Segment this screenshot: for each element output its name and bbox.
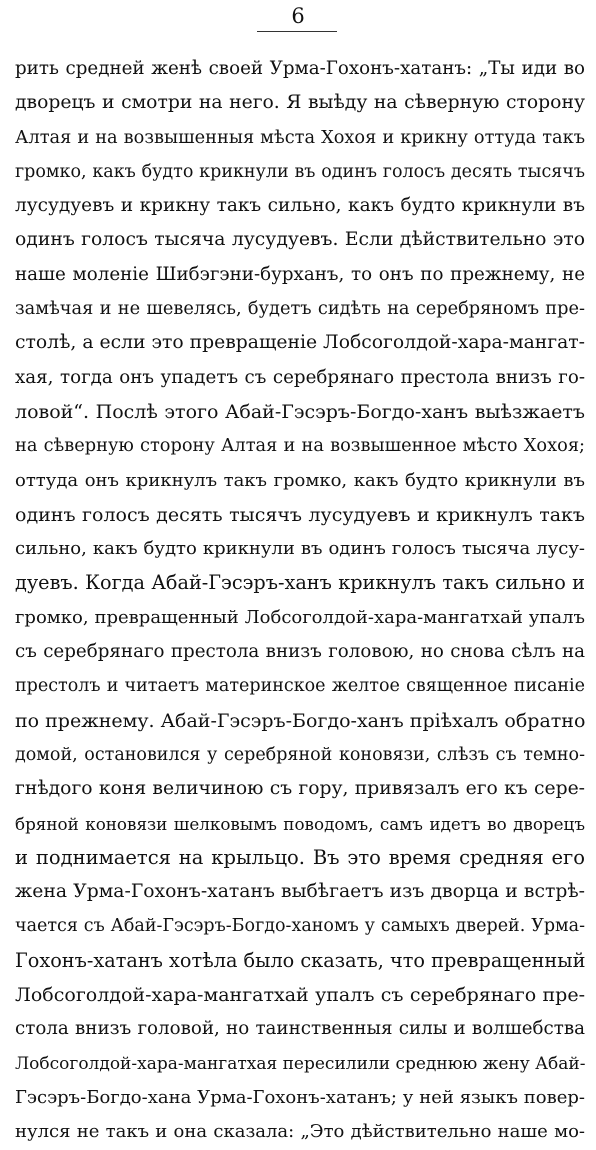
text-line: замѣчая и не шевелясь, будетъ сидѣть на серебряномъ пре- <box>15 299 585 320</box>
text-line: столѣ, а если это превращеніе Лобсоголдой-хара-мангат- <box>15 332 585 354</box>
text-line: Гэсэръ-Богдо-хана Урма-Гохонъ-хатанъ; у ней языкъ повер- <box>15 1086 585 1108</box>
text-line: дворецъ и смотри на него. Я выѣду на сѣверную сторону <box>15 92 585 114</box>
text-line: лусудуевъ и крикну такъ сильно, какъ будто крикнули въ <box>15 195 585 217</box>
text-line: сильно, какъ будто крикнули въ одинъ голосъ тысяча лусу- <box>15 538 585 560</box>
text-line: оттуда онъ крикнулъ такъ громко, какъ будто крикнули въ <box>15 469 585 491</box>
text-line: жена Урма-Гохонъ-хатанъ выбѣгаетъ изъ дворца и встрѣ- <box>15 881 585 903</box>
text-line: Алтая и на возвышенныя мѣста Хохоя и крикну оттуда такъ <box>15 127 585 148</box>
text-line: одинъ голосъ тысяча лусудуевъ. Если дѣйствительно это <box>15 229 585 251</box>
text-line: Лобсоголдой-хара-мангатхай упалъ съ серебрянаго пре- <box>15 984 585 1007</box>
header-rule <box>257 31 337 32</box>
text-line: престолъ и читаетъ материнское желтое священное писаніе <box>15 676 585 697</box>
text-line: громко, превращенный Лобсоголдой-хара-мангатхай упалъ <box>15 606 585 628</box>
text-line: одинъ голосъ десять тысячъ лусудуевъ и крикнулъ такъ <box>15 503 585 526</box>
text-line: стола внизъ головой, но таинственныя силы и волшебства <box>15 1018 585 1040</box>
text-line: домой, остановился у серебряной коновязи, слѣзъ съ темно- <box>15 744 585 765</box>
text-line: ловой“. Послѣ этого Абай-Гэсэръ-Богдо-ханъ выѣзжаетъ <box>15 400 585 423</box>
text-line: на сѣверную сторону Алтая и на возвышенное мѣсто Хохоя; <box>15 436 585 457</box>
text-line: Лобсоголдой-хара-мангатхая пересилили среднюю жену Абай- <box>15 1053 586 1074</box>
text-line: бряной коновязи шелковымъ поводомъ, самъ идетъ во дворецъ <box>15 813 585 834</box>
text-line: съ серебрянаго престола внизъ головою, но снова сѣлъ на <box>15 641 585 663</box>
text-line: наше моленіе Шибэгэни-бурханъ, то онъ по прежнему, не <box>15 263 585 285</box>
text-line: по прежнему. Абай-Гэсэръ-Богдо-ханъ пріѣхалъ обратно <box>15 709 586 732</box>
text-line: Гохонъ-хатанъ хотѣла было сказать, что превращенный <box>15 948 586 972</box>
text-line: дуевъ. Когда Абай-Гэсэръ-ханъ крикнулъ такъ сильно и <box>15 571 585 595</box>
body-text <box>15 52 585 1150</box>
text-line: и поднимается на крыльцо. Въ это время средняя его <box>15 845 585 869</box>
page-number: 6 <box>291 4 305 28</box>
text-line: громко, какъ будто крикнули въ одинъ голосъ десять тысячъ <box>15 161 585 182</box>
text-line: нулся не такъ и она сказала: „Это дѣйствительно наше мо- <box>15 1121 585 1143</box>
text-line: хая, тогда онъ упадетъ съ серебрянаго престола внизъ го- <box>15 366 585 388</box>
text-line: гнѣдого коня величиною съ гору, привязалъ его къ сере- <box>15 778 585 800</box>
text-line: чается съ Абай-Гэсэръ-Богдо-ханомъ у самыхъ дверей. Урма- <box>15 916 585 937</box>
text-line: рить средней женѣ своей Урма-Гохонъ-хатанъ: „Ты иди во <box>15 58 585 79</box>
